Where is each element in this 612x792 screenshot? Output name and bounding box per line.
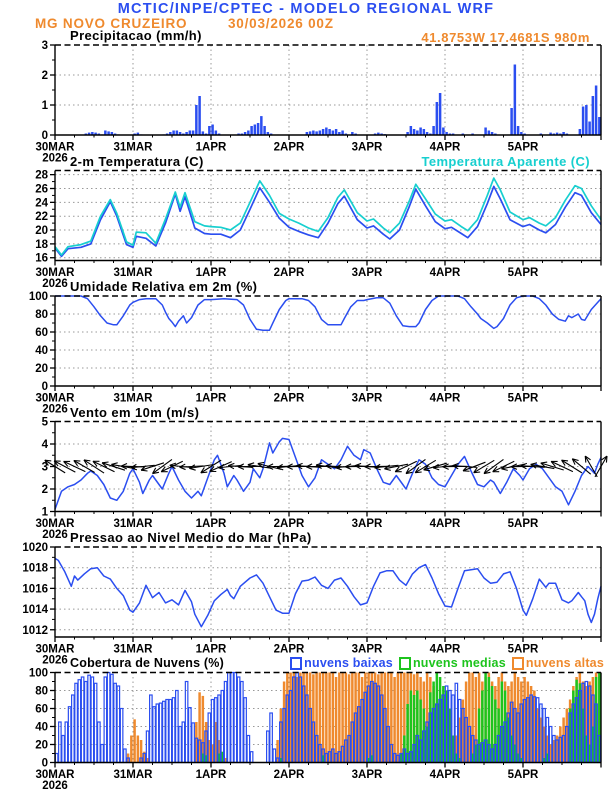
panel-precipitation xyxy=(36,40,601,165)
panel-title-temperature: 2-m Temperatura (C) xyxy=(70,153,204,169)
svg-text:22: 22 xyxy=(35,211,48,224)
svg-text:3APR: 3APR xyxy=(351,643,383,656)
svg-text:4APR: 4APR xyxy=(429,392,461,405)
svg-text:31MAR: 31MAR xyxy=(113,392,153,405)
svg-text:1APR: 1APR xyxy=(195,769,227,781)
svg-text:1APR: 1APR xyxy=(195,267,227,279)
humidity-line-blue xyxy=(55,296,601,330)
panel-title-humidity: Umidade Relativa em 2m (%) xyxy=(70,279,258,294)
svg-text:30MAR: 30MAR xyxy=(35,392,75,405)
svg-text:2026: 2026 xyxy=(42,780,68,792)
pressure-line-blue xyxy=(55,558,601,626)
run-datetime: 30/03/2026 00Z xyxy=(228,16,334,31)
svg-text:4APR: 4APR xyxy=(429,769,461,781)
svg-text:2APR: 2APR xyxy=(273,141,305,154)
svg-text:5APR: 5APR xyxy=(507,769,539,781)
svg-text:26: 26 xyxy=(35,183,48,196)
svg-text:2026: 2026 xyxy=(42,654,68,667)
panel-title-precipitation: Precipitacao (mm/h) xyxy=(70,28,202,43)
svg-text:3APR: 3APR xyxy=(351,392,383,405)
svg-text:80: 80 xyxy=(35,685,48,698)
svg-text:1APR: 1APR xyxy=(195,643,227,656)
panel-temperature xyxy=(35,170,601,290)
svg-text:3: 3 xyxy=(41,40,48,52)
svg-text:2: 2 xyxy=(41,484,48,496)
svg-text:30MAR: 30MAR xyxy=(35,643,75,656)
svg-text:1APR: 1APR xyxy=(195,141,227,154)
svg-text:1: 1 xyxy=(41,506,48,519)
svg-text:31MAR: 31MAR xyxy=(113,769,153,781)
svg-text:5APR: 5APR xyxy=(507,267,539,279)
svg-text:30MAR: 30MAR xyxy=(35,518,75,530)
svg-text:3APR: 3APR xyxy=(351,267,383,279)
svg-text:40: 40 xyxy=(35,345,48,357)
legend-temperatura-aparente: Temperatura Aparente (C) xyxy=(421,153,590,169)
svg-text:31MAR: 31MAR xyxy=(113,643,153,656)
svg-text:2026: 2026 xyxy=(42,152,68,165)
svg-text:60: 60 xyxy=(35,703,48,716)
svg-text:100: 100 xyxy=(28,291,48,303)
panel-humidity xyxy=(29,291,601,416)
svg-text:2APR: 2APR xyxy=(273,518,305,530)
wind-line-blue xyxy=(55,438,601,509)
panel-title-pressure: Pressao ao Nivel Medio do Mar (hPa) xyxy=(70,530,312,545)
svg-text:5: 5 xyxy=(41,416,48,429)
legend-nuvens-baixas-label: nuvens baixas xyxy=(304,656,393,670)
svg-text:20: 20 xyxy=(35,739,48,752)
svg-text:2026: 2026 xyxy=(42,278,68,290)
svg-text:5APR: 5APR xyxy=(507,141,539,154)
svg-text:1: 1 xyxy=(41,100,48,112)
legend-nuvens-medias-label: nuvens medias xyxy=(412,656,506,670)
svg-text:28: 28 xyxy=(35,169,48,182)
svg-text:0: 0 xyxy=(41,757,48,770)
svg-text:20: 20 xyxy=(35,225,48,238)
svg-text:3APR: 3APR xyxy=(351,769,383,781)
svg-text:60: 60 xyxy=(35,327,48,339)
svg-text:1016: 1016 xyxy=(22,583,48,596)
svg-text:4APR: 4APR xyxy=(429,643,461,656)
svg-text:31MAR: 31MAR xyxy=(113,267,153,279)
panel-title-clouds: Cobertura de Nuvens (%) xyxy=(70,656,224,670)
svg-text:30MAR: 30MAR xyxy=(35,769,75,781)
svg-text:0: 0 xyxy=(41,381,48,393)
panel-pressure xyxy=(22,542,601,667)
svg-text:100: 100 xyxy=(28,667,48,680)
svg-text:1014: 1014 xyxy=(22,604,48,617)
svg-text:16: 16 xyxy=(35,252,48,265)
svg-text:2026: 2026 xyxy=(42,529,68,541)
svg-text:2: 2 xyxy=(41,70,48,82)
svg-text:80: 80 xyxy=(35,309,48,321)
station-name: MG NOVO CRUZEIRO xyxy=(35,16,188,31)
svg-text:1012: 1012 xyxy=(22,624,48,637)
svg-text:30MAR: 30MAR xyxy=(35,267,75,279)
svg-text:3: 3 xyxy=(41,461,48,474)
svg-text:4APR: 4APR xyxy=(429,518,461,530)
svg-text:5APR: 5APR xyxy=(507,518,539,530)
svg-text:1APR: 1APR xyxy=(195,518,227,530)
svg-text:2APR: 2APR xyxy=(273,267,305,279)
svg-text:4: 4 xyxy=(41,439,48,451)
report-title: MCTIC/INPE/CPTEC - MODELO REGIONAL WRF xyxy=(117,1,495,17)
svg-text:2APR: 2APR xyxy=(273,643,305,656)
panel-title-wind: Vento em 10m (m/s) xyxy=(70,404,200,420)
svg-text:5APR: 5APR xyxy=(507,392,539,405)
svg-text:18: 18 xyxy=(35,238,48,251)
svg-text:1APR: 1APR xyxy=(195,392,227,405)
svg-text:5APR: 5APR xyxy=(507,643,539,656)
svg-text:2APR: 2APR xyxy=(273,769,305,781)
svg-text:30MAR: 30MAR xyxy=(35,141,75,154)
svg-text:40: 40 xyxy=(35,721,48,734)
svg-text:2APR: 2APR xyxy=(273,392,305,405)
svg-text:1018: 1018 xyxy=(22,562,48,575)
svg-text:31MAR: 31MAR xyxy=(113,141,153,154)
svg-text:1020: 1020 xyxy=(22,542,48,554)
temperature-line-blue xyxy=(55,186,601,256)
svg-text:3APR: 3APR xyxy=(351,141,383,154)
station-coordinates: 41.8753W 17.4681S 980m xyxy=(421,30,590,45)
legend-nuvens-altas-label: nuvens altas xyxy=(525,656,604,670)
svg-text:2026: 2026 xyxy=(42,403,68,416)
svg-text:24: 24 xyxy=(35,197,48,210)
svg-text:3APR: 3APR xyxy=(351,518,383,530)
panel-wind xyxy=(36,417,607,542)
svg-text:20: 20 xyxy=(35,363,48,375)
svg-text:4APR: 4APR xyxy=(429,141,461,154)
svg-text:0: 0 xyxy=(41,130,48,142)
svg-text:31MAR: 31MAR xyxy=(113,518,153,530)
panel-clouds xyxy=(29,668,601,792)
svg-text:4APR: 4APR xyxy=(429,267,461,279)
